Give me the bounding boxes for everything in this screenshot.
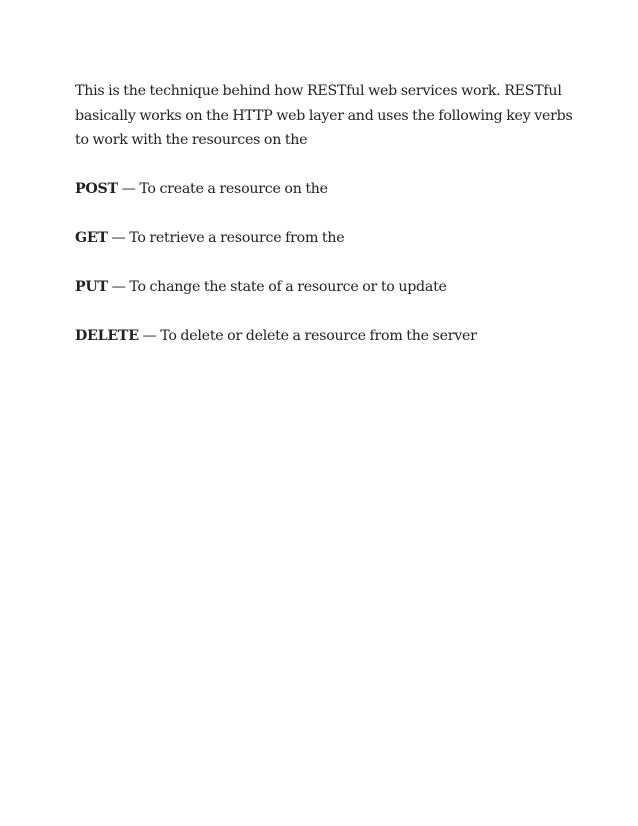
verb-name: PUT xyxy=(75,279,108,295)
verb-separator: — xyxy=(107,230,130,246)
verb-name: GET xyxy=(75,230,108,246)
verb-separator: — xyxy=(138,328,161,344)
verb-item-put xyxy=(75,251,575,300)
verb-separator: — xyxy=(117,181,140,197)
document-body xyxy=(75,79,575,349)
verb-description: To retrieve a resource from the xyxy=(129,230,345,246)
verb-description: To change the state of a resource or to update xyxy=(129,279,447,295)
verb-item-post xyxy=(75,153,575,202)
intro-paragraph: This is the technique behind how RESTful web services work. RESTful basically works on the HTTP web layer and uses the following key verbs to work with the resources on the xyxy=(75,83,573,148)
http-verb-list xyxy=(75,153,575,349)
verb-item-get xyxy=(75,202,575,251)
verb-separator: — xyxy=(107,279,130,295)
verb-name: DELETE xyxy=(75,328,139,344)
verb-name: POST xyxy=(75,181,118,197)
verb-item-delete xyxy=(75,300,575,349)
verb-description: To create a resource on the xyxy=(139,181,328,197)
verb-description: To delete or delete a resource from the server xyxy=(160,328,477,344)
